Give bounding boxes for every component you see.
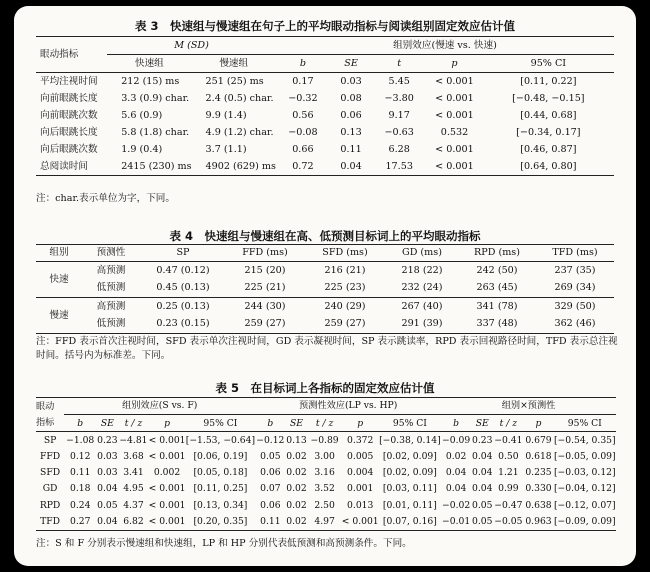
subheader-4: 95% CI xyxy=(567,417,602,429)
table-cell: 0.72 xyxy=(292,160,314,172)
table-cell: 0.04 xyxy=(445,467,467,479)
table-cell: 0.05 xyxy=(97,499,118,511)
table-cell: [−0.12, 0.07] xyxy=(553,499,616,511)
table-cell: 0.02 xyxy=(445,451,467,463)
table-cell: [0.44, 0.68] xyxy=(520,109,577,121)
table3-stub-header: 眼动指标 xyxy=(40,48,79,60)
table-cell: 0.04 xyxy=(472,467,493,479)
table-cell: 2415 (230) ms xyxy=(121,160,192,172)
table-cell: 0.13 xyxy=(286,434,307,446)
table-cell: [−0.48, −0.15] xyxy=(512,92,585,104)
table-cell: 0.05 xyxy=(472,499,493,511)
table-cell: 3.00 xyxy=(314,451,335,463)
table4-col-tfd: TFD (ms) xyxy=(552,247,598,259)
table-cell: < 0.001 xyxy=(435,75,474,87)
table-cell: [0.64, 0.80] xyxy=(520,160,577,172)
subheader-3: p xyxy=(357,417,364,429)
table-row xyxy=(36,432,616,449)
table-cell: 3.16 xyxy=(314,467,335,479)
table4-note-line1: 注：FFD 表示首次注视时间，SFD 表示单次注视时间，GD 表示凝视时间，SP 表示跳读率，RPD 表示回视路径时间，TFD 表示总注视 xyxy=(36,336,618,347)
table3-col-b: b xyxy=(299,57,306,69)
row-label: 向后眼跳次数 xyxy=(40,143,98,155)
table3-col-ci: 95% CI xyxy=(530,57,567,69)
subheader-0: b xyxy=(267,417,274,429)
table-cell: 6.82 xyxy=(123,515,144,527)
table-cell: [0.11, 0.25] xyxy=(193,483,248,495)
table-cell: −0.12 xyxy=(256,434,285,446)
table-cell: 0.50 xyxy=(498,451,519,463)
table-cell: 17.53 xyxy=(385,160,413,172)
table-cell: 0.27 xyxy=(69,515,91,527)
table-cell: [−0.38, 0.14] xyxy=(379,434,441,446)
table-row xyxy=(36,158,614,176)
table-cell: 0.03 xyxy=(340,75,362,87)
table-cell: 259 (27) xyxy=(244,318,286,330)
table3-col-t: t xyxy=(397,57,402,69)
table3-col-p: p xyxy=(451,57,458,69)
subheader-2: t / z xyxy=(499,417,518,429)
table-cell: 212 (15) ms xyxy=(121,75,180,87)
table-cell: [0.02, 0.09] xyxy=(382,467,437,479)
table-cell: [0.06, 0.19] xyxy=(193,451,248,463)
table-cell: < 0.001 xyxy=(435,143,474,155)
table-cell: [0.46, 0.87] xyxy=(520,143,577,155)
table-cell: 244 (30) xyxy=(244,300,286,312)
table3-effect-header: 组别效应(慢速 vs. 快速) xyxy=(276,37,614,55)
table4 xyxy=(36,244,614,334)
table5-stub-header-1: 眼动 xyxy=(36,400,55,412)
table-cell: 0.02 xyxy=(286,499,307,511)
table-cell: −0.02 xyxy=(442,499,471,511)
table-cell: −1.08 xyxy=(66,434,95,446)
table3-caption: 表 3 快速组与慢速组在句子上的平均眼动指标与阅读组别固定效应估计值 xyxy=(134,19,515,33)
table3-note: 注：char.表示单位为字，下同。 xyxy=(36,193,175,204)
predictability-label: 高预测 xyxy=(96,264,126,276)
table-cell: 3.68 xyxy=(123,451,144,463)
table-cell: 0.08 xyxy=(340,92,362,104)
table-cell: 0.05 xyxy=(472,515,493,527)
table3 xyxy=(36,36,614,176)
table-cell: 4.37 xyxy=(123,499,144,511)
table5-note: 注：S 和 F 分别表示慢速组和快速组，LP 和 HP 分别代表低预测和高预测条件。下同。 xyxy=(36,538,412,549)
document-page xyxy=(14,6,636,566)
table-cell: 3.3 (0.9) char. xyxy=(121,92,190,104)
table-cell: 0.679 xyxy=(525,434,552,446)
table-cell: 0.04 xyxy=(97,515,118,527)
table-cell: 0.02 xyxy=(286,467,307,479)
table-cell: 3.52 xyxy=(314,483,335,495)
table-cell: 6.28 xyxy=(388,143,410,155)
table-cell: 1.21 xyxy=(498,467,519,479)
row-label: 向前眼跳长度 xyxy=(40,92,98,104)
group-label: 快速 xyxy=(49,273,69,285)
subheader-3: p xyxy=(164,417,170,429)
table-cell: 0.07 xyxy=(260,483,281,495)
table-cell: 0.02 xyxy=(286,483,307,495)
table-cell: 9.9 (1.4) xyxy=(205,109,247,121)
table-cell: [−0.03, 0.12] xyxy=(553,467,616,479)
table-cell: 232 (24) xyxy=(401,282,443,294)
table-cell: < 0.001 xyxy=(341,515,379,527)
table-cell: 0.04 xyxy=(472,451,493,463)
table-cell: 0.638 xyxy=(525,499,552,511)
table-cell: 2.4 (0.5) char. xyxy=(205,92,274,104)
table-cell: 259 (27) xyxy=(324,318,366,330)
table-cell: [0.02, 0.09] xyxy=(382,451,437,463)
table-cell: 4.97 xyxy=(314,515,335,527)
row-label: RPD xyxy=(39,499,61,511)
table5-caption: 表 5 在目标词上各指标的固定效应估计值 xyxy=(215,381,435,395)
table-row xyxy=(36,124,614,141)
table-cell: < 0.001 xyxy=(148,515,186,527)
table5-body xyxy=(36,432,616,530)
table-cell: [−0.04, 0.12] xyxy=(553,483,616,495)
table-cell: 0.06 xyxy=(260,467,281,479)
table-row xyxy=(36,73,614,91)
table3-body xyxy=(36,73,614,176)
table-cell: [0.05, 0.18] xyxy=(193,467,248,479)
table-cell: 0.04 xyxy=(97,483,118,495)
table-cell: −0.41 xyxy=(494,434,523,446)
table-cell: 0.372 xyxy=(347,434,374,446)
table-cell: [−0.05, 0.09] xyxy=(553,451,616,463)
table-cell: 3.41 xyxy=(123,467,144,479)
subheader-1: SE xyxy=(100,417,114,429)
table-cell: 0.03 xyxy=(97,467,118,479)
table-cell: 0.04 xyxy=(472,483,493,495)
table-cell: 9.17 xyxy=(388,109,410,121)
table-cell: 215 (20) xyxy=(244,264,286,276)
table-cell: < 0.001 xyxy=(435,92,474,104)
table-cell: 5.45 xyxy=(388,75,410,87)
table-cell: [0.13, 0.34] xyxy=(193,499,248,511)
table-cell: [0.20, 0.35] xyxy=(193,515,248,527)
table-cell: [−0.54, 0.35] xyxy=(553,434,616,446)
table-cell: 0.06 xyxy=(340,109,362,121)
table-cell: 0.235 xyxy=(525,467,552,479)
table-cell: 0.47 (0.12) xyxy=(156,264,210,276)
table-cell: 362 (46) xyxy=(554,318,596,330)
table-cell: 5.8 (1.8) char. xyxy=(121,126,190,138)
table-cell: [0.07, 0.16] xyxy=(382,515,437,527)
table-cell: 269 (34) xyxy=(554,282,596,294)
table5-stub-header-2: 指标 xyxy=(36,417,55,429)
table-row xyxy=(36,316,614,334)
subheader-0: b xyxy=(77,417,84,429)
table-cell: [0.01, 0.11] xyxy=(382,499,437,511)
table4-col-gd: GD (ms) xyxy=(402,247,442,259)
table5 xyxy=(36,397,616,531)
row-label: SP xyxy=(43,434,57,446)
table-cell: 0.45 (0.13) xyxy=(156,282,210,294)
table-cell: [−1.53, −0.64] xyxy=(185,434,256,446)
table-row xyxy=(36,513,616,530)
table-cell: < 0.001 xyxy=(148,483,186,495)
table-cell: 0.23 xyxy=(97,434,118,446)
table-cell: 0.04 xyxy=(445,483,467,495)
table4-note-line2: 时间。括号内为标准差。下同。 xyxy=(36,350,171,361)
row-label: 向前眼跳次数 xyxy=(40,109,98,121)
table-cell: 329 (50) xyxy=(554,300,596,312)
table-cell: 0.004 xyxy=(347,467,374,479)
table-cell: 0.24 xyxy=(69,499,91,511)
table-row xyxy=(36,141,614,158)
subheader-1: SE xyxy=(289,417,303,429)
table-cell: [0.03, 0.11] xyxy=(382,483,437,495)
table5-predict-effect-header: 预测性效应(LP vs. HP) xyxy=(255,398,441,415)
row-label: 平均注视时间 xyxy=(40,75,98,87)
table-row xyxy=(36,280,614,298)
table-cell: 291 (39) xyxy=(401,318,443,330)
table4-col-rpd: RPD (ms) xyxy=(474,247,520,259)
table-cell: 267 (40) xyxy=(401,300,443,312)
table-cell: < 0.001 xyxy=(435,160,474,172)
table4-body xyxy=(36,262,614,334)
table-cell: −0.01 xyxy=(442,515,471,527)
table-cell: −4.81 xyxy=(119,434,148,446)
table-cell: [−0.34, 0.17] xyxy=(516,126,581,138)
table-cell: 0.11 xyxy=(69,467,91,479)
table-cell: < 0.001 xyxy=(148,499,186,511)
table-cell: 0.66 xyxy=(292,143,314,155)
table3-col-se: SE xyxy=(344,57,358,69)
table-cell: 0.06 xyxy=(260,499,281,511)
table-row xyxy=(36,262,614,280)
table4-col-sp: SP xyxy=(176,247,190,259)
table-cell: 225 (21) xyxy=(244,282,286,294)
table-cell: −0.08 xyxy=(288,126,318,138)
table-cell: 0.18 xyxy=(69,483,91,495)
row-label: 向后眼跳长度 xyxy=(40,126,98,138)
table-cell: 251 (25) ms xyxy=(205,75,264,87)
table-cell: 0.56 xyxy=(292,109,314,121)
table-cell: 5.6 (0.9) xyxy=(121,109,163,121)
table-cell: 1.9 (0.4) xyxy=(121,143,163,155)
table4-caption: 表 4 快速组与慢速组在高、低预测目标词上的平均眼动指标 xyxy=(169,229,481,243)
table4-col-sfd: SFD (ms) xyxy=(322,247,368,259)
table-cell: 0.04 xyxy=(340,160,362,172)
table-cell: 218 (22) xyxy=(401,264,443,276)
table-cell: < 0.001 xyxy=(148,451,186,463)
table-cell: 0.02 xyxy=(286,451,307,463)
table-cell: 3.7 (1.1) xyxy=(205,143,247,155)
subheader-0: b xyxy=(453,417,460,429)
table5-interaction-header: 组别×预测性 xyxy=(441,398,616,415)
table-cell: 225 (23) xyxy=(324,282,366,294)
table-cell: [0.11, 0.22] xyxy=(520,75,577,87)
subheader-2: t / z xyxy=(124,417,143,429)
predictability-label: 低预测 xyxy=(96,282,126,294)
table-cell: −0.63 xyxy=(384,126,414,138)
table3-msd-header: M (SD) xyxy=(107,37,276,55)
table-cell: 0.002 xyxy=(153,467,181,479)
table-cell: 0.23 (0.15) xyxy=(156,318,210,330)
table-cell: −0.05 xyxy=(494,515,523,527)
table-cell: 0.99 xyxy=(498,483,519,495)
table-cell: 341 (78) xyxy=(476,300,518,312)
table-cell: 0.963 xyxy=(525,515,552,527)
table-cell: 216 (21) xyxy=(324,264,366,276)
table4-col-ffd: FFD (ms) xyxy=(242,247,288,259)
table-cell: 0.532 xyxy=(440,126,469,138)
subheader-4: 95% CI xyxy=(392,417,427,429)
table4-col-group: 组别 xyxy=(49,247,69,259)
table-cell: −3.80 xyxy=(384,92,414,104)
table-cell: 0.02 xyxy=(286,515,307,527)
table-cell: 0.013 xyxy=(347,499,374,511)
table-cell: 0.25 (0.13) xyxy=(156,300,210,312)
table-cell: −0.47 xyxy=(494,499,523,511)
table-row xyxy=(36,298,614,316)
table-cell: 0.330 xyxy=(525,483,552,495)
table-row xyxy=(36,497,616,513)
table-cell: 4902 (629) ms xyxy=(205,160,276,172)
table-row xyxy=(36,90,614,107)
table-cell: 4.9 (1.2) char. xyxy=(205,126,274,138)
table-cell: −0.89 xyxy=(310,434,339,446)
table-cell: 263 (45) xyxy=(476,282,518,294)
row-label: GD xyxy=(42,483,58,495)
group-label: 慢速 xyxy=(49,309,69,321)
table3-col-slow: 慢速组 xyxy=(219,57,249,69)
table-cell: 4.95 xyxy=(123,483,144,495)
table-cell: 240 (29) xyxy=(324,300,366,312)
row-label: TFD xyxy=(40,515,60,527)
table-cell: < 0.001 xyxy=(148,434,186,446)
table4-col-predict: 预测性 xyxy=(96,247,126,259)
table-cell: [−0.09, 0.09] xyxy=(553,515,616,527)
row-label: 总阅读时间 xyxy=(40,160,88,172)
table5-group-effect-header: 组别效应(S vs. F) xyxy=(64,398,255,415)
subheader-2: t / z xyxy=(315,417,334,429)
table-cell: < 0.001 xyxy=(435,109,474,121)
table-cell: 2.50 xyxy=(314,499,335,511)
table-cell: 0.001 xyxy=(347,483,374,495)
table-cell: 0.11 xyxy=(260,515,281,527)
row-label: FFD xyxy=(40,451,61,463)
table-cell: −0.09 xyxy=(442,434,471,446)
table-row xyxy=(36,449,616,465)
table-cell: 0.03 xyxy=(97,451,118,463)
table-cell: 337 (48) xyxy=(476,318,518,330)
table-cell: 0.11 xyxy=(340,143,362,155)
predictability-label: 高预测 xyxy=(96,300,126,312)
table-cell: 0.05 xyxy=(260,451,281,463)
table-row xyxy=(36,107,614,124)
subheader-3: p xyxy=(535,417,542,429)
table-cell: 0.23 xyxy=(472,434,493,446)
table-row xyxy=(36,465,616,481)
table-cell: 0.13 xyxy=(340,126,362,138)
table-cell: 242 (50) xyxy=(476,264,518,276)
table3-col-fast: 快速组 xyxy=(134,57,164,69)
table-cell: 0.618 xyxy=(525,451,552,463)
table-cell: 237 (35) xyxy=(554,264,596,276)
table-cell: 0.17 xyxy=(292,75,314,87)
table-cell: −0.32 xyxy=(288,92,318,104)
table-cell: 0.12 xyxy=(69,451,91,463)
subheader-1: SE xyxy=(475,417,489,429)
subheader-4: 95% CI xyxy=(203,417,238,429)
predictability-label: 低预测 xyxy=(96,318,126,330)
table-row xyxy=(36,481,616,497)
table-cell: 0.005 xyxy=(347,451,374,463)
row-label: SFD xyxy=(40,467,61,479)
